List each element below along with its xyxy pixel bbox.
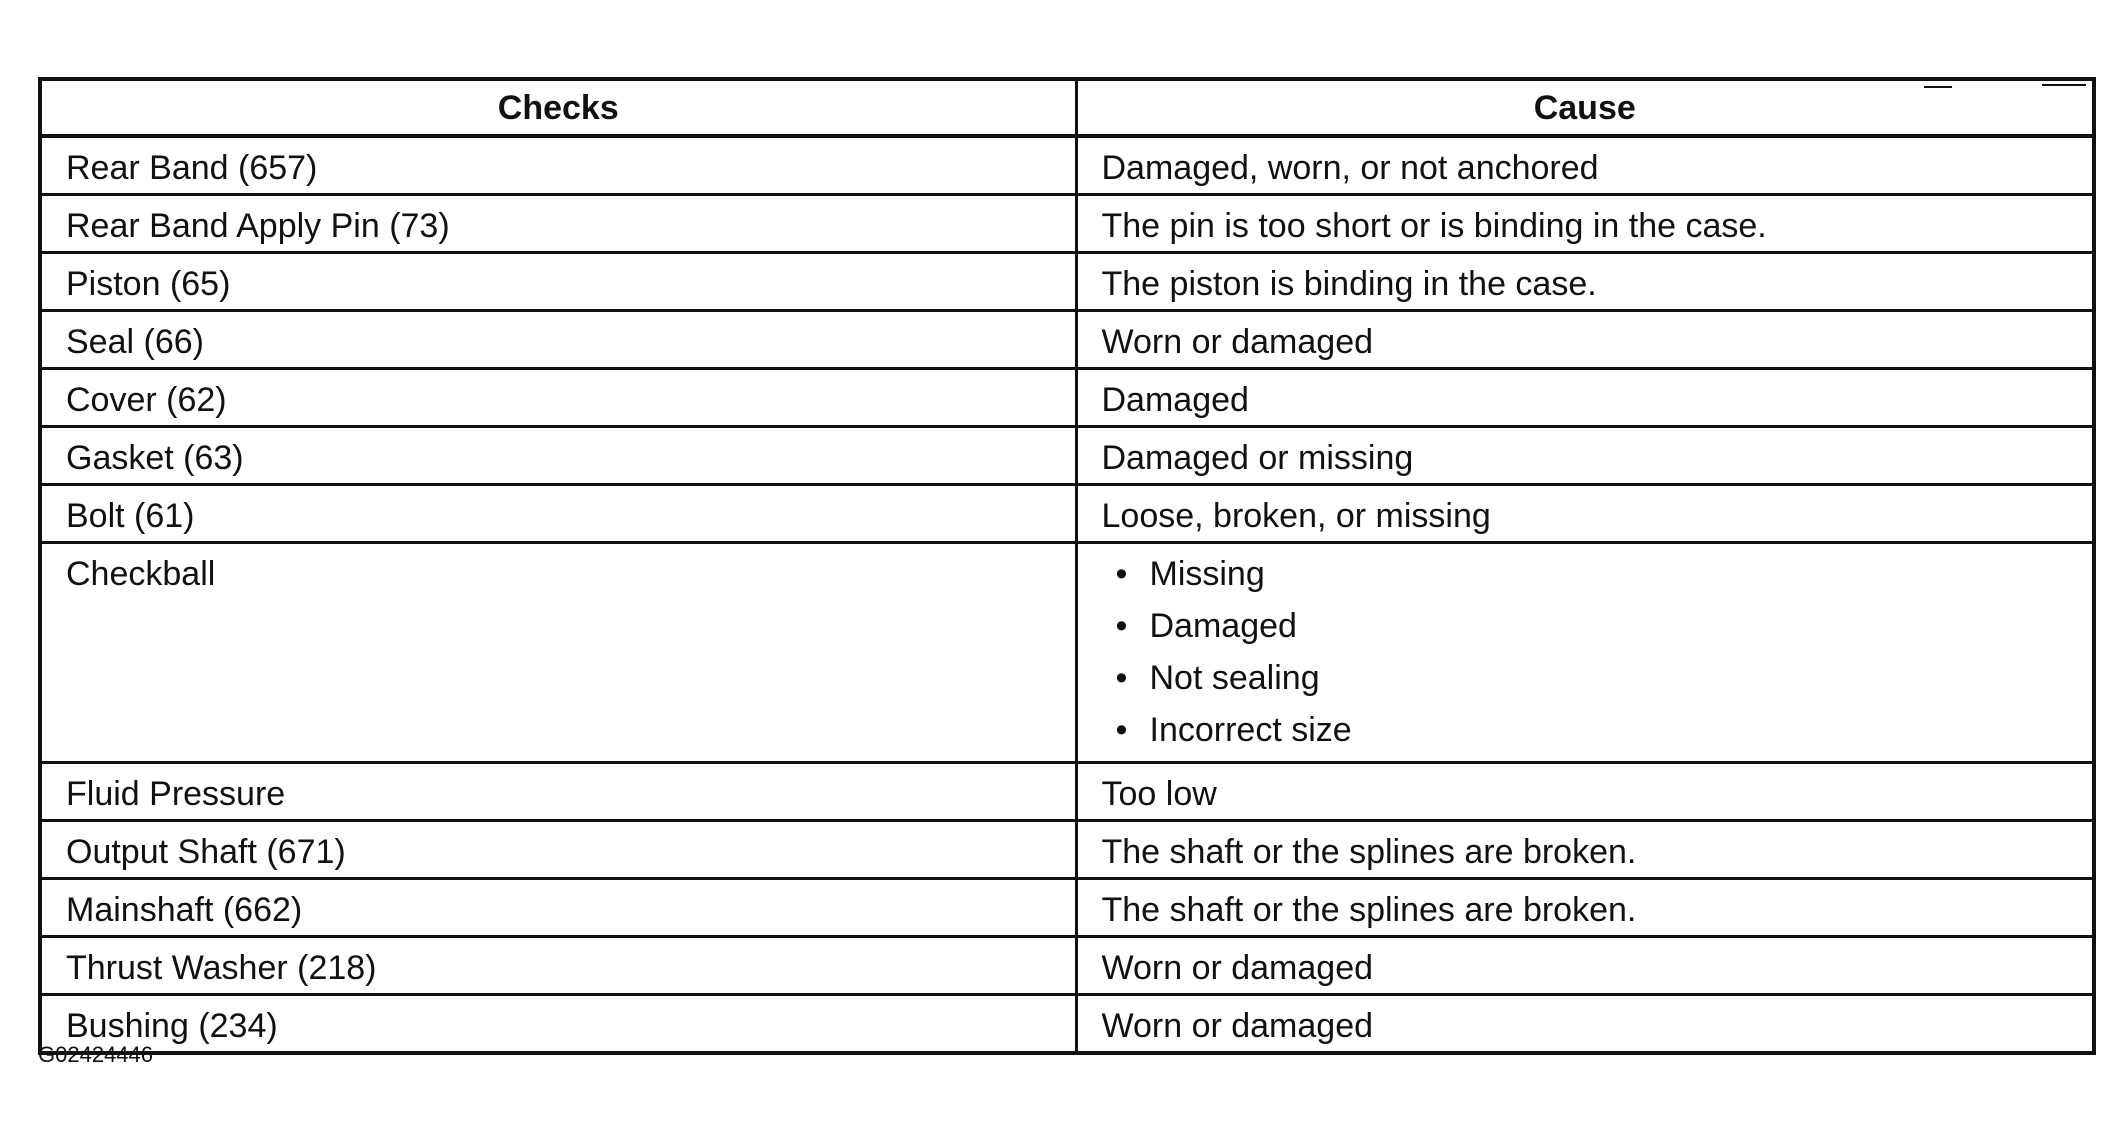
cause-cell <box>1076 543 2094 763</box>
figure-id: G02424446 <box>38 1042 153 1067</box>
table-row <box>40 879 2094 937</box>
table-row <box>40 763 2094 821</box>
scan-artifact-line <box>1924 86 1952 88</box>
check-cell: Fluid Pressure <box>40 763 1076 821</box>
scan-artifact-line <box>2042 84 2086 86</box>
table-row <box>40 136 2094 195</box>
table-row <box>40 485 2094 543</box>
cause-cell: The piston is binding in the case. <box>1076 253 2094 311</box>
check-cell: Seal (66) <box>40 311 1076 369</box>
table-row <box>40 937 2094 995</box>
cause-bullet-item: • Damaged <box>1150 600 2093 652</box>
cause-bullet-item: • Missing <box>1150 548 2093 600</box>
cause-bullet-item: • Not sealing <box>1150 652 2093 704</box>
table-row <box>40 369 2094 427</box>
table-row <box>40 195 2094 253</box>
cause-bullet-item: • Incorrect size <box>1150 704 2093 756</box>
cause-cell: Worn or damaged <box>1076 995 2094 1054</box>
header-cause: Cause <box>1076 79 2094 136</box>
check-cell: Checkball <box>40 543 1076 763</box>
cause-cell: Damaged <box>1076 369 2094 427</box>
table-row <box>40 995 2094 1054</box>
check-cell: Bushing (234) <box>40 995 1076 1054</box>
cause-cell: The shaft or the splines are broken. <box>1076 821 2094 879</box>
check-cell: Mainshaft (662) <box>40 879 1076 937</box>
check-cell: Bolt (61) <box>40 485 1076 543</box>
table-row <box>40 821 2094 879</box>
checks-causes-table-wrapper <box>38 77 2092 1055</box>
check-cell: Output Shaft (671) <box>40 821 1076 879</box>
check-cell: Thrust Washer (218) <box>40 937 1076 995</box>
table-row <box>40 253 2094 311</box>
cause-cell: Too low <box>1076 763 2094 821</box>
check-cell: Rear Band (657) <box>40 136 1076 195</box>
cause-cell: The shaft or the splines are broken. <box>1076 879 2094 937</box>
cause-cell: Worn or damaged <box>1076 311 2094 369</box>
table-row <box>40 543 2094 763</box>
check-cell: Cover (62) <box>40 369 1076 427</box>
table-header-row <box>40 79 2094 136</box>
checks-causes-table <box>38 77 2096 1055</box>
cause-cell: Loose, broken, or missing <box>1076 485 2094 543</box>
cause-bullet-list <box>1102 548 2093 756</box>
header-checks: Checks <box>40 79 1076 136</box>
check-cell: Rear Band Apply Pin (73) <box>40 195 1076 253</box>
table-row <box>40 427 2094 485</box>
cause-cell: The pin is too short or is binding in the case. <box>1076 195 2094 253</box>
table-row <box>40 311 2094 369</box>
cause-cell: Worn or damaged <box>1076 937 2094 995</box>
cause-cell: Damaged, worn, or not anchored <box>1076 136 2094 195</box>
check-cell: Gasket (63) <box>40 427 1076 485</box>
cause-cell: Damaged or missing <box>1076 427 2094 485</box>
check-cell: Piston (65) <box>40 253 1076 311</box>
